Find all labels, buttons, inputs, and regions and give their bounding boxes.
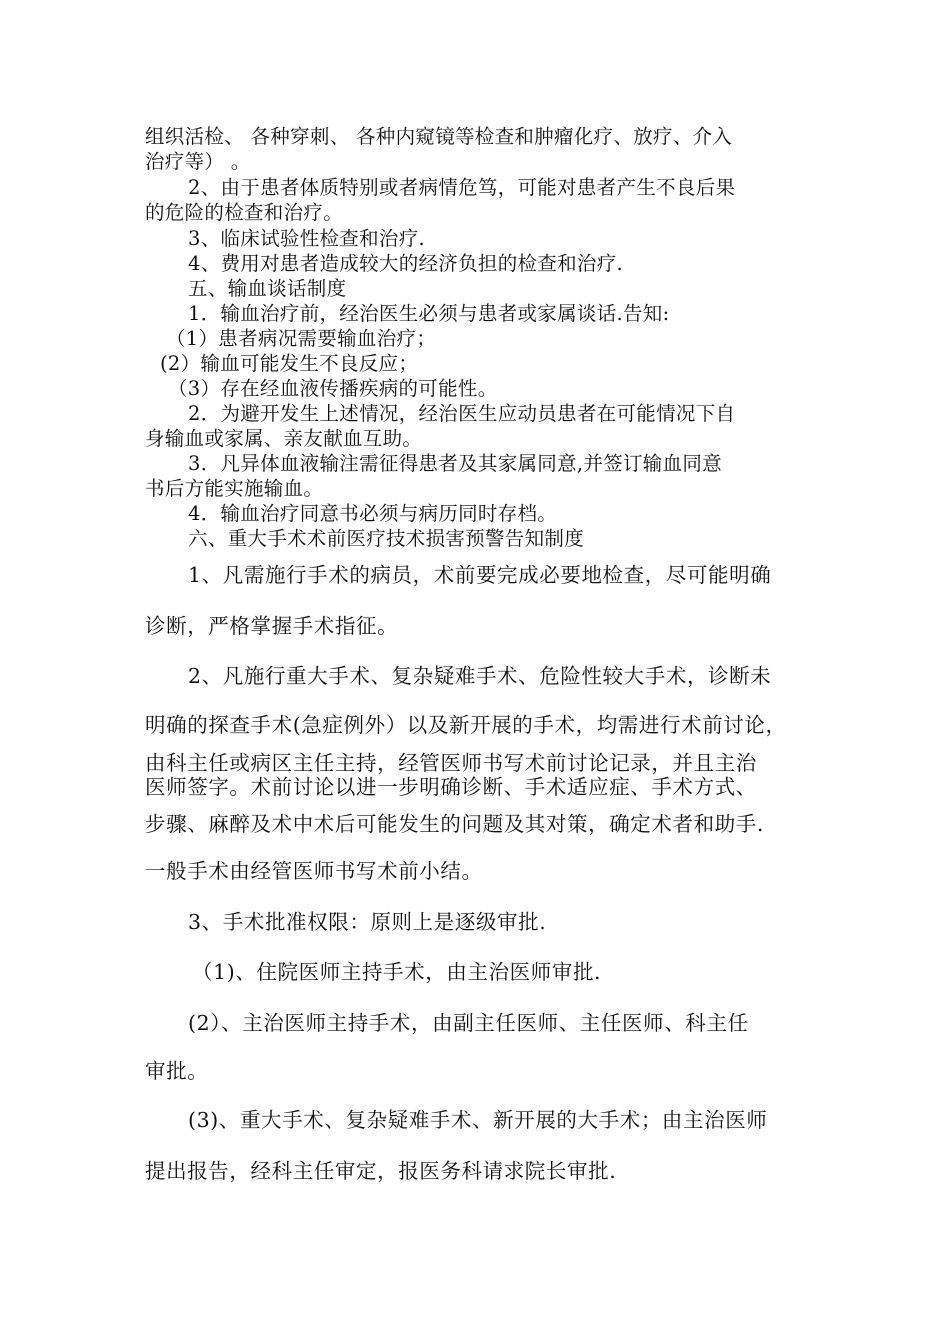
text-line: 明确的探查手术(急症例外）以及新开展的手术，均需进行术前讨论，: [145, 713, 787, 737]
text-line: 审批。: [145, 1059, 209, 1083]
text-line: 3、临床试验性检查和治疗.: [188, 227, 426, 250]
text-line: 医师签字。术前讨论以进一步明确诊断、手术适应症、手术方式、: [145, 775, 757, 799]
text-line: 1．输血治疗前，经治医生必须与患者或家属谈话.告知:: [188, 302, 670, 325]
text-line: 身输血或家属、亲友献血互助。: [145, 427, 423, 450]
text-line: （3）存在经血液传播疾病的可能性。: [168, 377, 498, 400]
section-heading: 五、输血谈话制度: [188, 277, 347, 300]
text-line: 1、凡需施行手术的病员，术前要完成必要地检查，尽可能明确: [188, 563, 772, 587]
text-line: 的危险的检查和治疗。: [145, 201, 344, 224]
text-line: （1）患者病况需要输血治疗；: [166, 327, 437, 350]
text-line: 一般手术由经管医师书写术前小结。: [145, 859, 483, 883]
text-line: (2）输血可能发生不良反应；: [160, 352, 419, 375]
text-line: 4．输血治疗同意书必须与病历同时存档。: [188, 502, 558, 525]
text-line: (2）、主治医师主持手术，由副主任医师、主任医师、科主任: [188, 1011, 749, 1035]
text-line: 2、由于患者体质特别或者病情危笃，可能对患者产生不良后果: [188, 176, 736, 199]
text-line: 提出报告，经科主任审定，报医务科请求院长审批.: [145, 1159, 617, 1183]
text-line: 3、手术批准权限：原则上是逐级审批.: [188, 910, 547, 934]
text-line: 由科主任或病区主任主持，经管医师书写术前讨论记录，并且主治: [145, 751, 757, 775]
text-line: 治疗等） 。: [145, 150, 251, 173]
text-line: （1)、住院医师主持手术，由主治医师审批.: [192, 960, 602, 984]
text-line: 4、费用对患者造成较大的经济负担的检查和治疗.: [188, 252, 624, 275]
text-line: 2．为避开发生上述情况，经治医生应动员患者在可能情况下自: [188, 402, 736, 425]
text-line: 书后方能实施输血。: [145, 477, 324, 500]
text-line: 步骤、麻醉及术中术后可能发生的问题及其对策，确定术者和助手.: [145, 812, 765, 836]
text-line: 组织活检、 各种穿刺、 各种内窥镜等检查和肿瘤化疗、放疗、介入: [145, 125, 733, 148]
text-line: 3．凡异体血液输注需征得患者及其家属同意,并签订输血同意: [188, 452, 723, 475]
text-line: (3)、重大手术、复杂疑难手术、新开展的大手术；由主治医师: [188, 1108, 768, 1132]
section-heading: 六、重大手术术前医疗技术损害预警告知制度: [188, 527, 585, 550]
text-line: 诊断，严格掌握手术指征。: [145, 614, 399, 638]
text-line: 2、凡施行重大手术、复杂疑难手术、危险性较大手术，诊断未: [188, 664, 772, 688]
